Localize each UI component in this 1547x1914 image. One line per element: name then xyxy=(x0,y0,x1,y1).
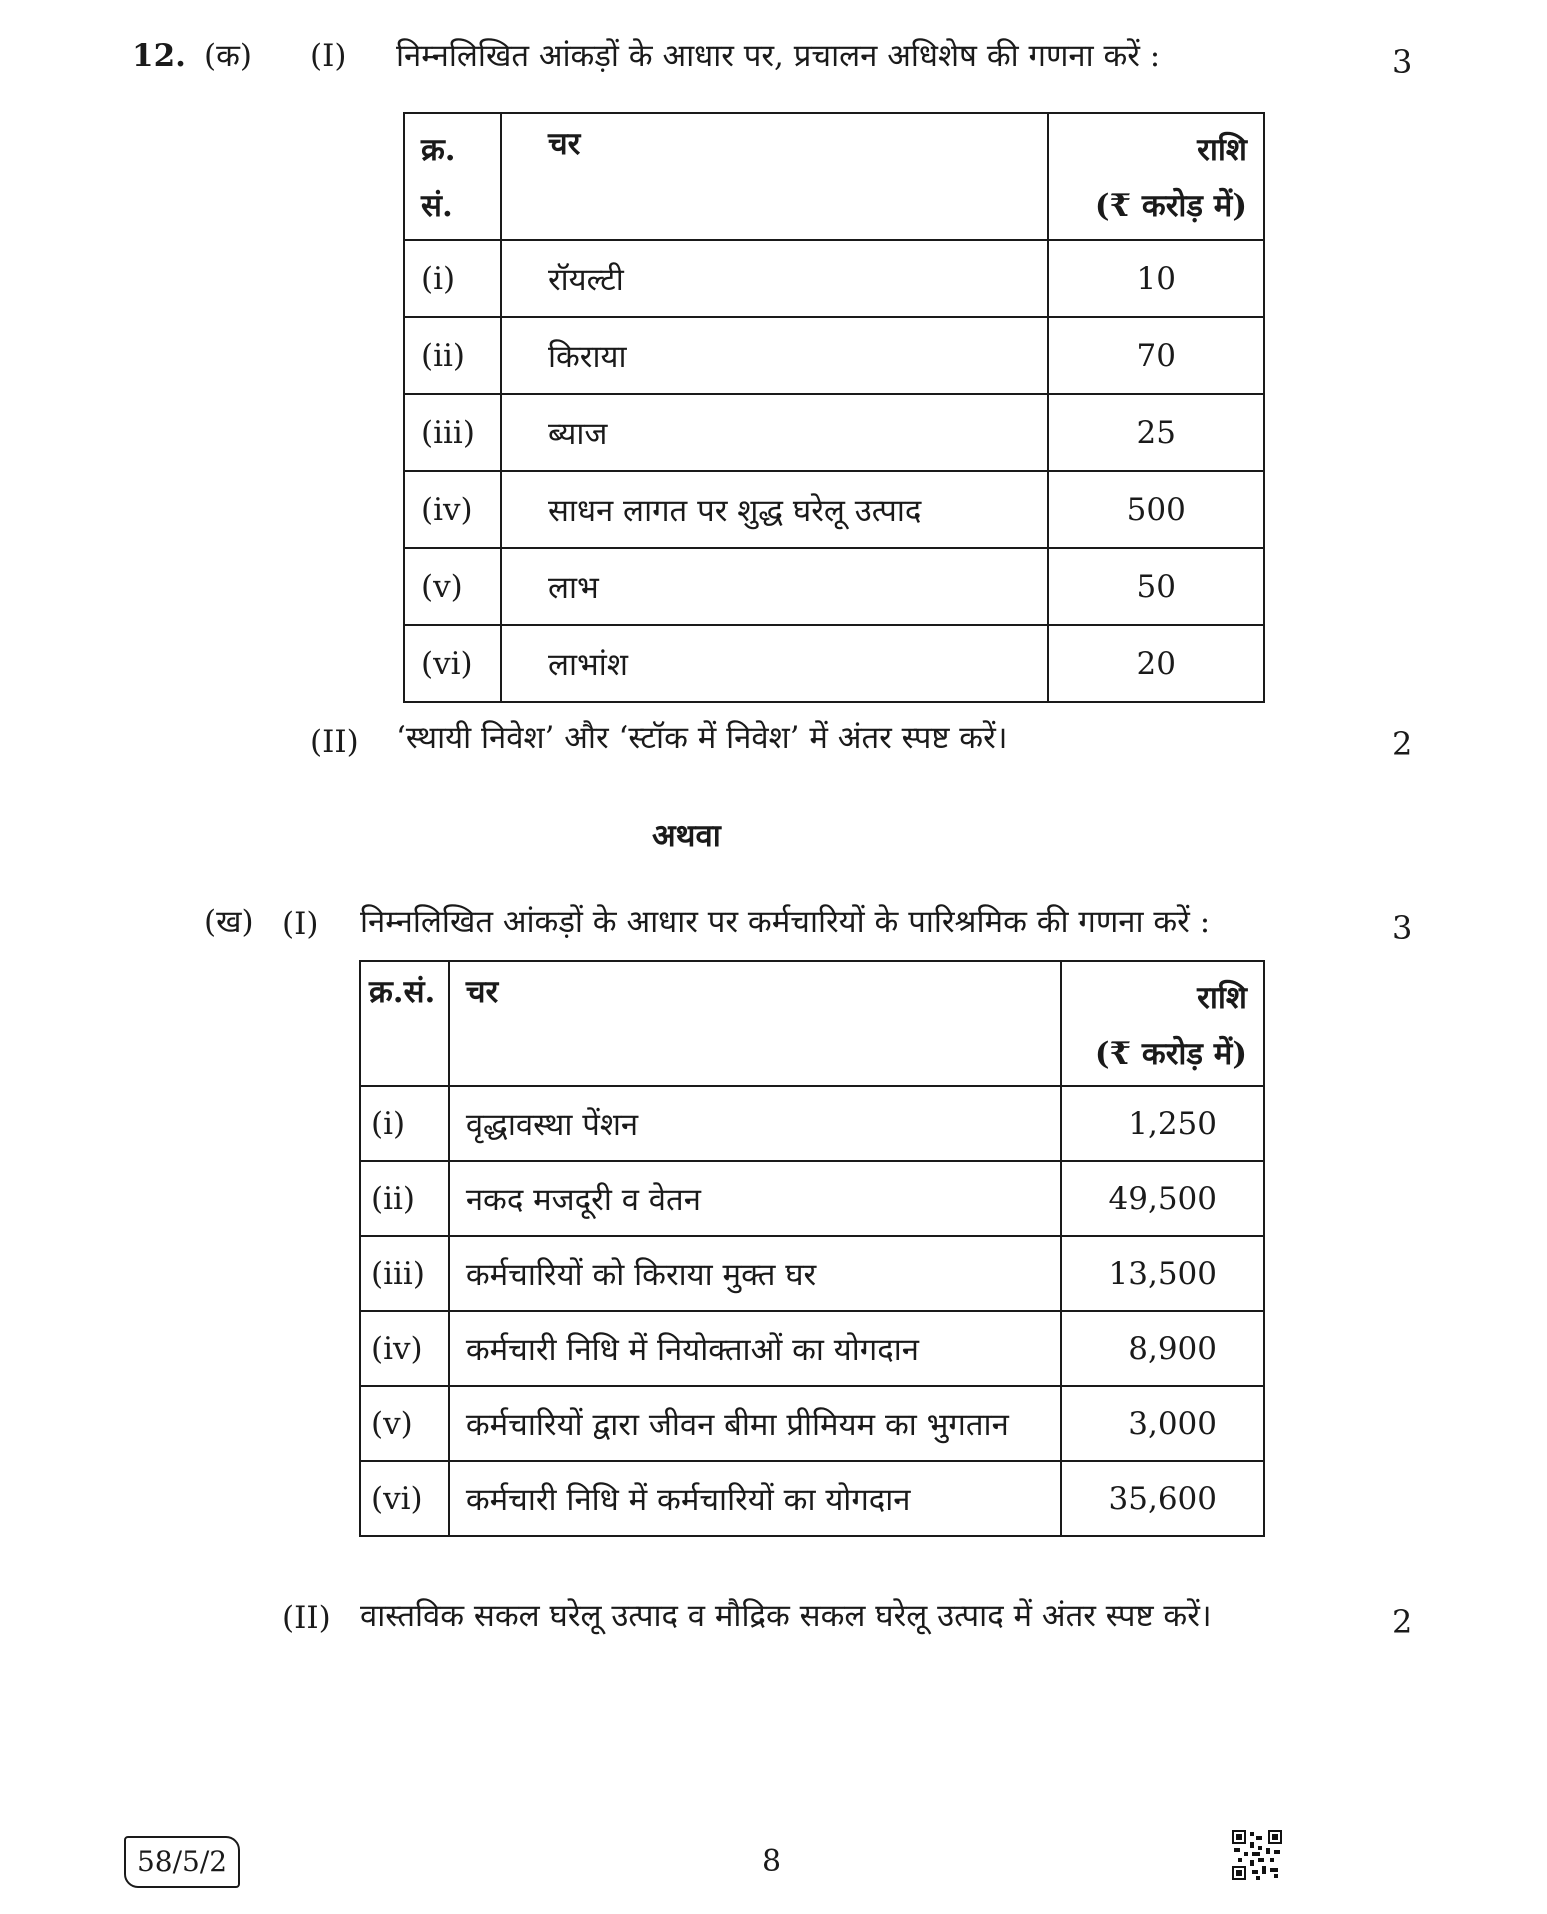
table-a-header-sno-line2: सं. xyxy=(421,188,453,224)
table-a-sno: (i) xyxy=(404,240,501,317)
table-b-sno: (iv) xyxy=(360,1311,449,1386)
table-b-sno: (v) xyxy=(360,1386,449,1461)
part-b-sub2-label: (II) xyxy=(282,1600,331,1636)
table-a-header-sno xyxy=(404,113,501,240)
table-a-amount: 20 xyxy=(1048,625,1264,702)
part-a-sub2-label: (II) xyxy=(310,724,359,760)
table-b-amount: 8,900 xyxy=(1061,1311,1264,1386)
table-row xyxy=(404,625,1264,702)
table-a-amount: 500 xyxy=(1048,471,1264,548)
table-b-amount: 3,000 xyxy=(1061,1386,1264,1461)
table-a-amount: 50 xyxy=(1048,548,1264,625)
table-row xyxy=(404,317,1264,394)
table-a xyxy=(403,112,1265,703)
table-b-header-row xyxy=(360,961,1264,1086)
table-b-sno: (iii) xyxy=(360,1236,449,1311)
table-b-item: नकद मजदूरी व वेतन xyxy=(449,1161,1061,1236)
part-b-label: (ख) xyxy=(204,904,254,940)
table-b-item: कर्मचारी निधि में नियोक्ताओं का योगदान xyxy=(449,1311,1061,1386)
part-b-sub1-label: (I) xyxy=(282,906,319,942)
table-row xyxy=(404,471,1264,548)
table-row xyxy=(404,548,1264,625)
table-a-sno: (iii) xyxy=(404,394,501,471)
table-a-sno: (v) xyxy=(404,548,501,625)
table-a-amount: 70 xyxy=(1048,317,1264,394)
table-a-header-item: चर xyxy=(501,113,1048,240)
table-b-header-amount xyxy=(1061,961,1264,1086)
table-b xyxy=(359,960,1265,1537)
table-b-amount: 13,500 xyxy=(1061,1236,1264,1311)
table-row xyxy=(360,1161,1264,1236)
paper-code-box: 58/5/2 xyxy=(124,1836,240,1888)
table-a-header-amount xyxy=(1048,113,1264,240)
question-number: 12. xyxy=(132,38,186,74)
table-a-item: साधन लागत पर शुद्ध घरेलू उत्पाद xyxy=(501,471,1048,548)
table-row xyxy=(360,1461,1264,1536)
table-row xyxy=(360,1386,1264,1461)
part-a-sub2-marks: 2 xyxy=(1392,725,1413,763)
table-a-item: रॉयल्टी xyxy=(501,240,1048,317)
part-b-sub2-text: वास्तविक सकल घरेलू उत्पाद व मौद्रिक सकल घरेलू उत्पाद में अंतर स्पष्ट करें। xyxy=(360,1598,1212,1634)
table-b-header-amount-line1: राशि xyxy=(1197,980,1247,1016)
table-a-header-amount-line1: राशि xyxy=(1197,132,1247,168)
table-row xyxy=(360,1086,1264,1161)
table-row xyxy=(404,394,1264,471)
table-a-item: ब्याज xyxy=(501,394,1048,471)
part-a-sub1-marks: 3 xyxy=(1392,43,1413,81)
table-b-amount: 1,250 xyxy=(1061,1086,1264,1161)
table-b-header-sno: क्र.सं. xyxy=(360,961,449,1086)
table-b-item: कर्मचारी निधि में कर्मचारियों का योगदान xyxy=(449,1461,1061,1536)
part-a-sub1-label: (I) xyxy=(310,38,347,74)
table-b-sno: (i) xyxy=(360,1086,449,1161)
part-b-sub2-marks: 2 xyxy=(1392,1603,1413,1641)
table-b-amount: 49,500 xyxy=(1061,1161,1264,1236)
table-a-header-sno-line1: क्र. xyxy=(421,132,456,168)
table-a-item: किराया xyxy=(501,317,1048,394)
table-b-item: कर्मचारियों द्वारा जीवन बीमा प्रीमियम का भुगतान xyxy=(449,1386,1061,1461)
table-a-item: लाभांश xyxy=(501,625,1048,702)
table-b-item: कर्मचारियों को किराया मुक्त घर xyxy=(449,1236,1061,1311)
table-row xyxy=(360,1236,1264,1311)
table-row xyxy=(404,240,1264,317)
page-number: 8 xyxy=(762,1844,782,1879)
part-b-sub1-marks: 3 xyxy=(1392,909,1413,947)
or-separator: अथवा xyxy=(652,818,721,854)
part-a-sub2-text: ‘स्थायी निवेश’ और ‘स्टॉक में निवेश’ में अंतर स्पष्ट करें। xyxy=(396,720,1008,756)
table-a-header-amount-line2: (₹ करोड़ में) xyxy=(1094,188,1247,224)
part-a-label: (क) xyxy=(204,38,252,74)
table-a-sno: (ii) xyxy=(404,317,501,394)
table-b-header-item: चर xyxy=(449,961,1061,1086)
table-a-sno: (vi) xyxy=(404,625,501,702)
qr-code-icon xyxy=(1232,1830,1282,1880)
part-a-sub1-text: निम्नलिखित आंकड़ों के आधार पर, प्रचालन अधिशेष की गणना करें : xyxy=(396,38,1161,74)
table-b-header-amount-line2: (₹ करोड़ में) xyxy=(1094,1036,1247,1072)
table-b-amount: 35,600 xyxy=(1061,1461,1264,1536)
table-a-amount: 10 xyxy=(1048,240,1264,317)
table-b-item: वृद्धावस्था पेंशन xyxy=(449,1086,1061,1161)
part-b-sub1-text: निम्नलिखित आंकड़ों के आधार पर कर्मचारियों के पारिश्रमिक की गणना करें : xyxy=(360,904,1211,940)
table-a-item: लाभ xyxy=(501,548,1048,625)
table-a-header-row xyxy=(404,113,1264,240)
table-row xyxy=(360,1311,1264,1386)
table-b-sno: (ii) xyxy=(360,1161,449,1236)
table-a-sno: (iv) xyxy=(404,471,501,548)
table-a-amount: 25 xyxy=(1048,394,1264,471)
table-b-sno: (vi) xyxy=(360,1461,449,1536)
